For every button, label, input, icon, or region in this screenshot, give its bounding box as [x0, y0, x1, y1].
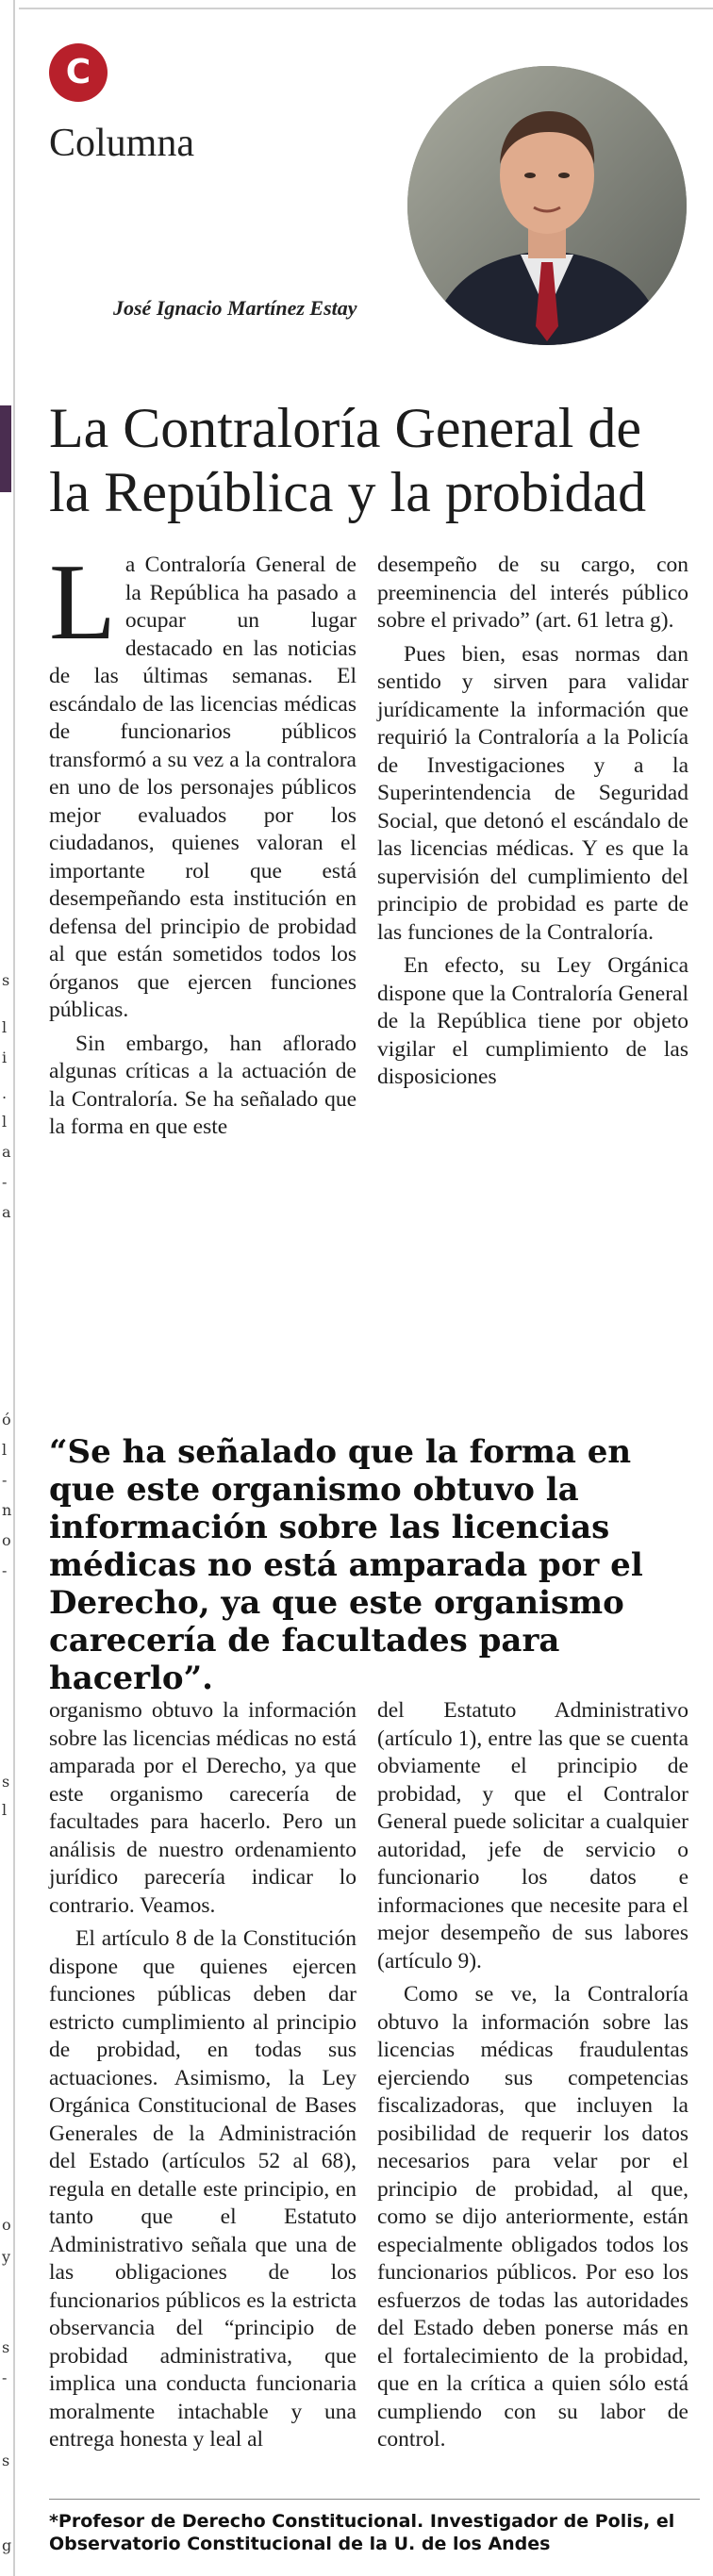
gutter-fragment: l: [2, 1113, 8, 1131]
column-badge: C: [49, 43, 108, 102]
section-label: Columna: [49, 122, 194, 165]
top-rule: [19, 8, 713, 9]
paragraph-2: Sin embargo, han aflorado algunas críticas a la actuación de la Contraloría. Se ha señalado que la forma en que este: [49, 1031, 356, 1139]
adjacent-image-edge: [0, 405, 11, 492]
gutter-fragment: l: [2, 1801, 8, 1819]
article-column-2: [377, 552, 688, 1391]
gutter-fragment: g: [2, 2536, 12, 2554]
article-column-4: [377, 1697, 688, 2508]
gutter-fragment: ó: [2, 1411, 11, 1428]
gutter-fragment: s: [2, 1773, 10, 1791]
gutter-fragment: -: [2, 2369, 8, 2386]
paragraph-5: En efecto, su Ley Orgánica dispone que la Contraloría General de la República tiene por objeto vigilar el cumplimiento de las disposiciones: [377, 953, 688, 1089]
paragraph-1: [49, 542, 356, 1025]
adjacent-column-gutter: [0, 0, 19, 2576]
gutter-fragment: i: [2, 1049, 8, 1066]
gutter-fragment: s: [2, 2338, 10, 2356]
author-portrait: [407, 66, 687, 345]
author-byline: José Ignacio Martínez Estay: [113, 296, 357, 320]
gutter-fragment: l: [2, 1441, 8, 1459]
pull-quote: “Se ha señalado que la forma en que este organismo obtuvo la información sobre las licencias médicas no está amparada por el Derecho, ya que este organismo carecería de facultades para hacerlo”.: [49, 1433, 643, 1697]
gutter-fragment: a: [2, 1203, 11, 1221]
headline: La Contraloría General de la República y la probidad: [49, 397, 647, 523]
paragraph-3: desempeño de su cargo, con preeminencia del interés público sobre el privado” (art. 61 letra g).: [377, 553, 688, 633]
author-footnote: *Profesor de Derecho Constitucional. Investigador de Polis, el Observatorio Constitucional de la U. de los Andes: [49, 2511, 675, 2554]
gutter-fragment: o: [2, 1531, 11, 1549]
gutter-fragment: a: [2, 1143, 11, 1161]
paragraph-1-text: a Contraloría General de la República ha pasado a ocupar un lugar destacado en las noticias de las últimas semanas. El escándalo de las licencias médicas de funcionarios públicos transformó a su vez a la contralora en uno de los personajes públicos mejor evaluados por los ciudadanos, quienes valoran el importante rol que está desempeñando esta institución en defensa del principio de probidad al que están sometidos todos los órganos que ejercen funciones públicas.: [49, 553, 356, 1022]
gutter-fragment: s: [2, 971, 10, 989]
gutter-fragment: .: [2, 1084, 8, 1102]
portrait-illustration: [407, 66, 687, 345]
gutter-fragment: o: [2, 2216, 11, 2234]
gutter-fragment: l: [2, 1018, 8, 1036]
footnote-rule: [49, 2499, 700, 2500]
gutter-fragment: -: [2, 1173, 8, 1191]
paragraph-7: El artículo 8 de la Constitución dispone que quienes ejercen funciones públicas deben dar estricto cumplimiento al principio de probidad, en todas sus actuaciones. Asimismo, la Ley Orgánica Constitucional de Bases Generales de la Administración del Estado (artículos 52 al 68), regula en detalle este principio, en tanto que el Estatuto Administrativo señala que una de las obligaciones de los funcionarios públicos es la estricta observancia del “principio de probidad administrativa, que implica una conducta funcionaria moralmente intachable y una entrega honesta y leal al: [49, 1926, 356, 2452]
paragraph-8: del Estatuto Administrativo (artículo 1), entre las que se cuenta obviamente el principio de probidad, y que el Contralor General puede solicitar a cualquier autoridad, jefe de servicio o funcionario los datos e informaciones que necesite para el mejor desempeño de sus labores (artículo 9).: [377, 1698, 688, 1973]
gutter-fragment: n: [2, 1501, 12, 1519]
drop-cap: L: [49, 542, 116, 663]
column-divider: [13, 0, 15, 2576]
article-column-1: [49, 542, 356, 1391]
gutter-fragment: s: [2, 2452, 10, 2469]
gutter-fragment: -: [2, 1471, 8, 1489]
gutter-fragment: y: [2, 2248, 11, 2266]
article-column-3: [49, 1697, 356, 2508]
paragraph-4: Pues bien, esas normas dan sentido y sirven para validar jurídicamente la información que requirió la Contraloría a la Policía de Investigaciones y a la Superintendencia de Seguridad Social, que detonó el escándalo de las licencias médicas. Y es que la supervisión del cumplimiento del principio de probidad es parte de las funciones de la Contraloría.: [377, 641, 688, 945]
gutter-fragment: -: [2, 1561, 8, 1579]
paragraph-6: organismo obtuvo la información sobre las licencias médicas no está amparada por el Derecho, ya que este organismo carecería de facultades para hacerlo. Pero un análisis de nuestro ordenamiento jurídico parecería indicar lo contrario. Veamos.: [49, 1698, 356, 1918]
paragraph-9: Como se ve, la Contraloría obtuvo la información sobre las licencias médicas fraudulentas ejerciendo sus competencias fiscalizadoras, que incluyen la posibilidad de requerir los datos necesarios para velar por el principio de probidad, al que, como se dijo anteriormente, están especialmente obligados todos los funcionarios públicos. Por eso los esfuerzos de todas las autoridades del Estado deben ponerse más en el fortalecimiento de la probidad, que en la crítica a quien sólo está cumpliendo con su labor de control.: [377, 1982, 688, 2452]
